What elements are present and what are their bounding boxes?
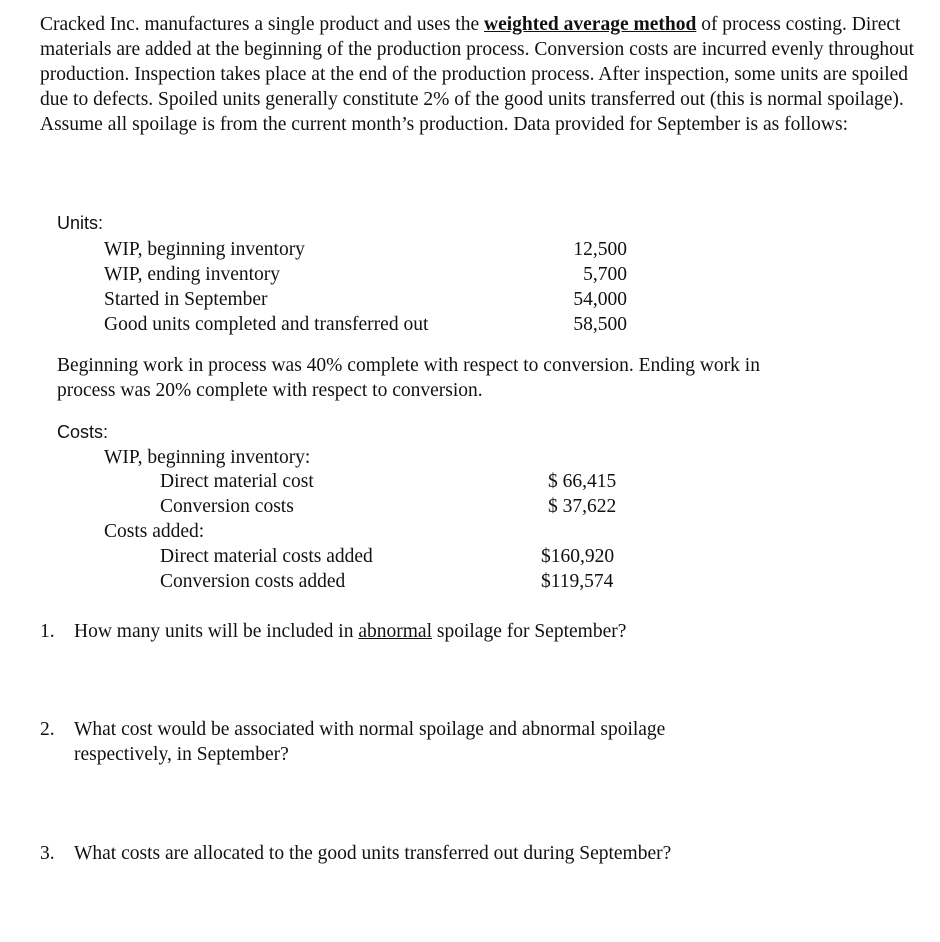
cost-label-conv-beginning: Conversion costs — [160, 496, 294, 517]
abnormal-emphasis: abnormal — [358, 621, 432, 642]
question-2-line1: What cost would be associated with normal spoilage and abnormal spoilage — [74, 719, 666, 740]
completion-note-line1: Beginning work in process was 40% complete with respect to conversion. Ending work in — [57, 355, 760, 376]
cost-value-conv-beginning: $ 37,622 — [548, 496, 617, 517]
cost-label-dm-beginning: Direct material cost — [160, 471, 314, 492]
units-heading: Units: — [57, 213, 104, 233]
units-label-completed: Good units completed and transferred out — [104, 314, 429, 335]
cost-value-conv-added: $119,574 — [541, 571, 614, 592]
question-2-line2: respectively, in September? — [74, 744, 289, 765]
cost-value-dm-beginning: $ 66,415 — [548, 471, 617, 492]
units-value-wip-beginning: 12,500 — [573, 239, 627, 260]
units-label-wip-beginning: WIP, beginning inventory — [104, 239, 305, 260]
costs-heading: Costs: — [57, 422, 109, 442]
question-1-post: spoilage for September? — [431, 621, 627, 642]
question-3: What costs are allocated to the good units transferred out during September? — [74, 843, 672, 864]
costs-wip-heading: WIP, beginning inventory: — [104, 447, 311, 468]
units-value-wip-ending: 5,700 — [583, 264, 627, 285]
cost-value-dm-added: $160,920 — [541, 546, 615, 567]
costs-added-heading: Costs added: — [104, 521, 205, 542]
question-1-number: 1. — [40, 621, 55, 642]
intro-text-part2: of process costing. Direct materials are added at the beginning of the production process. Conversion costs are incurred evenly throughout production. Inspection takes place at the end of the production process. After inspection, some units are spoiled due to defects. Spoiled units generally constitute 2% of the good units transferred out (this is normal spoilage). Assume all spoilage is from the current month’s production. Data provided for September is as follows: — [40, 14, 914, 135]
intro-paragraph — [40, 12, 920, 137]
question-3-number: 3. — [40, 843, 55, 864]
question-2-number: 2. — [40, 719, 55, 740]
question-1-pre: How many units will be included in — [74, 621, 359, 642]
intro-text-part1: Cracked Inc. manufactures a single product and uses the — [40, 14, 485, 35]
question-1 — [74, 619, 626, 644]
weighted-average-method-emphasis: weighted average method — [484, 14, 697, 35]
units-label-wip-ending: WIP, ending inventory — [104, 264, 281, 285]
cost-label-dm-added: Direct material costs added — [160, 546, 373, 567]
units-value-started: 54,000 — [573, 289, 627, 310]
completion-note-line2: process was 20% complete with respect to conversion. — [57, 380, 483, 401]
units-value-completed: 58,500 — [573, 314, 627, 335]
units-label-started: Started in September — [104, 289, 268, 310]
cost-label-conv-added: Conversion costs added — [160, 571, 346, 592]
